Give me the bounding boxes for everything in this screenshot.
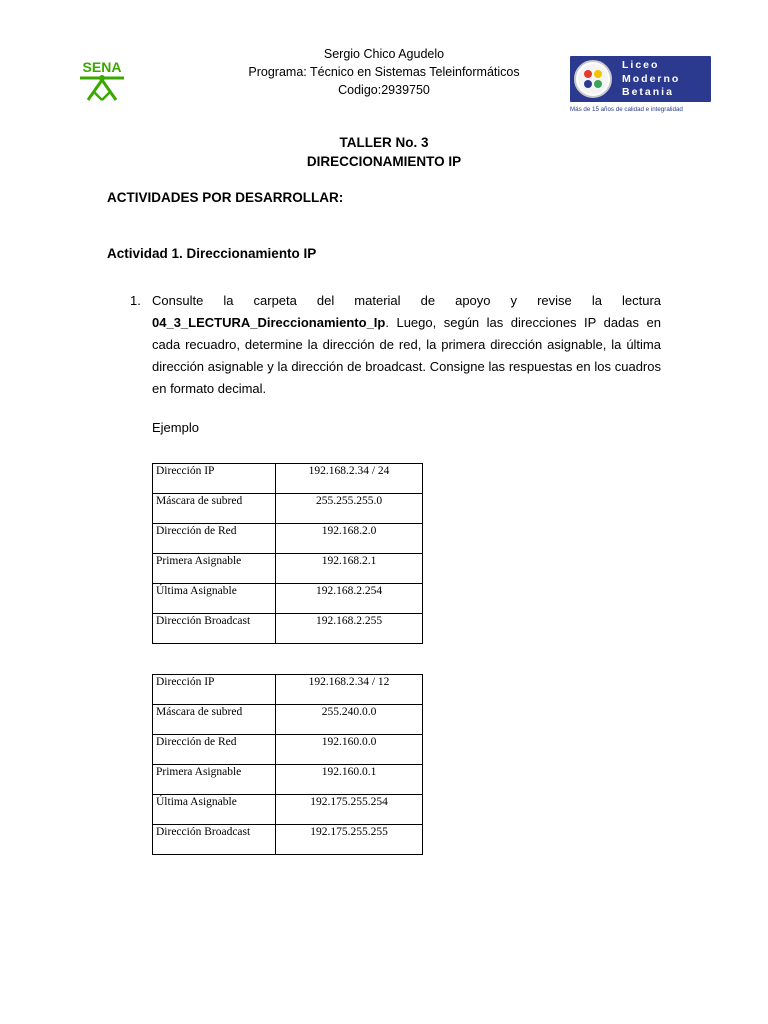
table-row — [153, 614, 423, 644]
table-cell-label: Última Asignable — [153, 584, 276, 614]
table-row — [153, 705, 423, 735]
table-cell-label: Primera Asignable — [153, 554, 276, 584]
table-cell-label: Dirección Broadcast — [153, 614, 276, 644]
table-cell-label: Dirección de Red — [153, 735, 276, 765]
table-row — [153, 675, 423, 705]
ip-table-example — [152, 463, 423, 644]
title-line-2: DIRECCIONAMIENTO IP — [306, 154, 462, 169]
table-row — [153, 524, 423, 554]
table-row — [153, 795, 423, 825]
table-row — [153, 494, 423, 524]
liceo-tagline: Más de 15 años de calidad e integralidad — [570, 106, 683, 113]
author-name: Sergio Chico Agudelo — [323, 47, 445, 61]
table-cell-label: Dirección IP — [153, 464, 276, 494]
table-cell-label: Máscara de subred — [153, 494, 276, 524]
sena-logo — [74, 50, 130, 106]
table-cell-value: 192.168.2.255 — [276, 614, 423, 644]
reading-reference: 04_3_LECTURA_Direccionamiento_Ip — [152, 315, 386, 330]
liceo-emblem-icon — [574, 60, 612, 98]
table-cell-label: Última Asignable — [153, 795, 276, 825]
table-cell-value: 255.240.0.0 — [276, 705, 423, 735]
document-header — [204, 45, 564, 99]
activity-heading: Actividad 1. Direccionamiento IP — [107, 246, 317, 261]
table-cell-label: Dirección de Red — [153, 524, 276, 554]
section-heading: ACTIVIDADES POR DESARROLLAR: — [107, 190, 344, 205]
table-cell-value: 192.175.255.254 — [276, 795, 423, 825]
table-cell-label: Dirección Broadcast — [153, 825, 276, 855]
table-cell-label: Primera Asignable — [153, 765, 276, 795]
instruction-text-after: . Luego, según las direcciones IP dadas en cada recuadro, determine la dirección de red, la primera dirección asignable, la última dirección asignable y la dirección de broadcast. Consigne las respuestas en los cuadros en formato decimal. — [152, 315, 661, 396]
table-cell-value: 192.175.255.255 — [276, 825, 423, 855]
instruction-paragraph — [152, 290, 661, 400]
list-item-number: 1. — [130, 293, 141, 308]
table-row — [153, 825, 423, 855]
table-cell-value: 192.168.2.34 / 12 — [276, 675, 423, 705]
table-row — [153, 464, 423, 494]
table-row — [153, 735, 423, 765]
table-cell-label: Máscara de subred — [153, 705, 276, 735]
table-cell-value: 192.168.2.34 / 24 — [276, 464, 423, 494]
example-label: Ejemplo — [152, 420, 199, 435]
table-cell-value: 192.168.2.0 — [276, 524, 423, 554]
table-cell-value: 192.168.2.254 — [276, 584, 423, 614]
table-cell-value: 192.160.0.0 — [276, 735, 423, 765]
liceo-logo-box — [570, 56, 711, 102]
table-cell-value: 255.255.255.0 — [276, 494, 423, 524]
student-code: Codigo:2939750 — [338, 83, 430, 97]
liceo-name: Liceo Moderno Betania — [622, 59, 681, 98]
program-name: Programa: Técnico en Sistemas Teleinformáticos — [248, 65, 520, 79]
page-title — [184, 133, 584, 171]
table-cell-value: 192.160.0.1 — [276, 765, 423, 795]
liceo-logo — [570, 56, 712, 116]
instruction-text-before: Consulte la carpeta del material de apoyo y revise la lectura — [152, 293, 661, 308]
table-cell-value: 192.168.2.1 — [276, 554, 423, 584]
title-line-1: TALLER No. 3 — [339, 135, 429, 150]
table-cell-label: Dirección IP — [153, 675, 276, 705]
sena-logo-text: SENA — [82, 59, 122, 75]
table-row — [153, 554, 423, 584]
table-row — [153, 765, 423, 795]
ip-table-exercise — [152, 674, 423, 855]
table-row — [153, 584, 423, 614]
